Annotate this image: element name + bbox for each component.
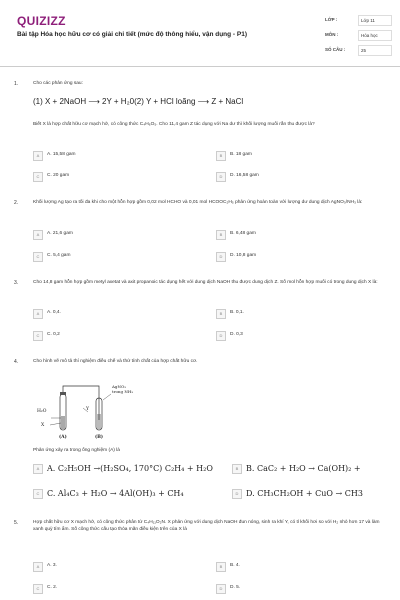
answer-option-b[interactable] bbox=[216, 230, 366, 240]
option-key: A bbox=[33, 151, 43, 161]
page-header bbox=[0, 0, 400, 68]
option-key: B bbox=[216, 309, 226, 319]
question-intro: Cho các phản ứng sau: bbox=[33, 81, 83, 86]
meta-key: SỐ CÂU : bbox=[325, 47, 346, 52]
option-key: C bbox=[33, 172, 43, 182]
answer-option-b[interactable] bbox=[216, 562, 366, 572]
option-label: C. 2. bbox=[47, 585, 58, 590]
tube-a-label: (A) bbox=[59, 435, 67, 440]
question-text: Hợp chất hữu cơ X mạch hở, có công thức phân tử C₄H₁₁O₂N. X phản ứng với dung dịch NaOH đun nóng, sinh ra khí Y, có tỉ khối hơi so với H₂ nhỏ hơn 17 và làm xanh quỳ tím ẩm. Số công thức cấu tạo thỏa mãn điều kiện trên của X là bbox=[33, 520, 380, 532]
option-label: D. 10,8 gam bbox=[230, 253, 257, 258]
question-prompt: Phản ứng xảy ra trong ống nghiệm (A) là bbox=[33, 448, 120, 453]
option-key: A bbox=[33, 230, 43, 240]
option-key: D bbox=[216, 584, 226, 594]
answer-option-b[interactable] bbox=[216, 309, 366, 319]
answer-option-c[interactable] bbox=[33, 252, 183, 262]
y-label: Y bbox=[86, 407, 89, 412]
page-title: Bài tập Hóa học hữu cơ có giải chi tiết (mức độ thông hiểu, vận dụng - P1) bbox=[17, 31, 247, 38]
option-label: B. CaC₂ + H₂O → Ca(OH)₂ + bbox=[246, 464, 361, 473]
option-label: A. 21,6 gam bbox=[47, 231, 73, 236]
option-key: C bbox=[33, 584, 43, 594]
option-label: C. 5,4 gam bbox=[47, 253, 71, 258]
option-key: C bbox=[33, 489, 43, 499]
meta-value: Lớp 11 bbox=[358, 15, 392, 26]
option-key: B bbox=[216, 562, 226, 572]
option-label: D. CH₃CH₂OH + CuO → CH3 bbox=[246, 489, 363, 498]
answer-option-a[interactable] bbox=[33, 230, 183, 240]
option-label: B. 4. bbox=[230, 563, 240, 568]
option-key: B bbox=[216, 151, 226, 161]
option-key: B bbox=[216, 230, 226, 240]
answer-option-d[interactable] bbox=[216, 331, 366, 341]
question-number: 3. bbox=[14, 280, 19, 286]
answer-option-d[interactable] bbox=[232, 489, 363, 499]
answer-option-a[interactable] bbox=[33, 309, 183, 319]
answer-option-a[interactable] bbox=[33, 151, 183, 161]
option-label: D. 16,58 gam bbox=[230, 173, 259, 178]
reagent-label: trong NH₃ bbox=[112, 389, 133, 394]
answer-option-d[interactable] bbox=[216, 252, 366, 262]
option-label: C. 0,2 bbox=[47, 332, 60, 337]
option-label: A. C₂H₅OH →(H₂SO₄, 170°C) C₂H₄ + H₂O bbox=[47, 464, 213, 473]
option-label: A. 15,58 gam bbox=[47, 152, 76, 157]
meta-value: 25 bbox=[358, 45, 392, 56]
option-label: D. 5. bbox=[230, 585, 241, 590]
option-key: A bbox=[33, 562, 43, 572]
option-key: D bbox=[216, 331, 226, 341]
reaction-equation: (1) X + 2NaOH ⟶ 2Y + H₂0(2) Y + HCl loãng ⟶ Z + NaCl bbox=[33, 97, 244, 106]
answer-option-c[interactable] bbox=[33, 172, 183, 182]
option-key: D bbox=[216, 172, 226, 182]
question-text: Cho hình vẽ mô tả thí nghiệm điều chế và thử tính chất của hợp chất hữu cơ. bbox=[33, 359, 198, 364]
answer-option-c[interactable] bbox=[33, 489, 184, 499]
meta-key: MÔN : bbox=[325, 32, 339, 37]
question-number: 1. bbox=[14, 81, 19, 87]
option-key: C bbox=[33, 331, 43, 341]
reagent-label: AgNO₃ bbox=[112, 384, 126, 389]
option-key: A bbox=[33, 464, 43, 474]
question-number: 2. bbox=[14, 200, 19, 206]
option-label: B. 0,1. bbox=[230, 310, 244, 315]
quizizz-logo: QUIZIZZ bbox=[17, 14, 66, 28]
option-label: D. 0,3 bbox=[230, 332, 243, 337]
meta-key: LỚP : bbox=[325, 17, 338, 22]
option-key: C bbox=[33, 252, 43, 262]
question-text: Cho 14,8 gam hỗn hợp gồm metyl axetat và axit propanoic tác dụng hết với dung dịch NaOH thu được dung dịch Z. Số mol hỗn hợp muối có trong dung dịch X là: bbox=[33, 280, 378, 285]
question-text: Khối lượng Ag tạo ra tối đa khi cho một hỗn hợp gồm 0,02 mol HCHO và 0,01 mol HCOOC₂H₅ phản ứng hoàn toàn với lượng dư dung dịch AgNO₃/NH₃ là: bbox=[33, 200, 363, 205]
header-divider bbox=[0, 66, 400, 67]
water-label: H₂O bbox=[37, 409, 47, 414]
answer-option-c[interactable] bbox=[33, 584, 183, 594]
option-label: C. Al₄C₃ + H₂O → 4Al(OH)₃ + CH₄ bbox=[47, 489, 184, 498]
option-key: D bbox=[216, 252, 226, 262]
answer-option-a[interactable] bbox=[33, 464, 213, 474]
option-label: B. 18 gam bbox=[230, 152, 252, 157]
answer-option-d[interactable] bbox=[216, 172, 366, 182]
option-key: A bbox=[33, 309, 43, 319]
apparatus-illustration bbox=[33, 380, 143, 442]
answer-option-b[interactable] bbox=[232, 464, 361, 474]
option-label: C. 20 gam bbox=[47, 173, 70, 178]
question-number: 5. bbox=[14, 520, 19, 526]
answer-option-d[interactable] bbox=[216, 584, 366, 594]
meta-value: Hóa học bbox=[358, 30, 392, 41]
option-label: A. 0,4. bbox=[47, 310, 61, 315]
question-number: 4. bbox=[14, 359, 19, 365]
x-label: X bbox=[41, 423, 45, 428]
answer-option-b[interactable] bbox=[216, 151, 366, 161]
option-label: B. 6,48 gam bbox=[230, 231, 256, 236]
question-text: Biết X là hợp chất hữu cơ mạch hở, có công thức C₄H₆O₅. Cho 11,4 gam Z tác dụng với Na dư thì khối lượng muối rắn thu được là? bbox=[33, 122, 315, 127]
experiment-diagram bbox=[33, 380, 143, 440]
tube-b-label: (B) bbox=[95, 435, 104, 440]
answer-option-c[interactable] bbox=[33, 331, 183, 341]
answer-option-a[interactable] bbox=[33, 562, 183, 572]
option-key: B bbox=[232, 464, 242, 474]
option-key: D bbox=[232, 489, 242, 499]
option-label: A. 3. bbox=[47, 563, 57, 568]
